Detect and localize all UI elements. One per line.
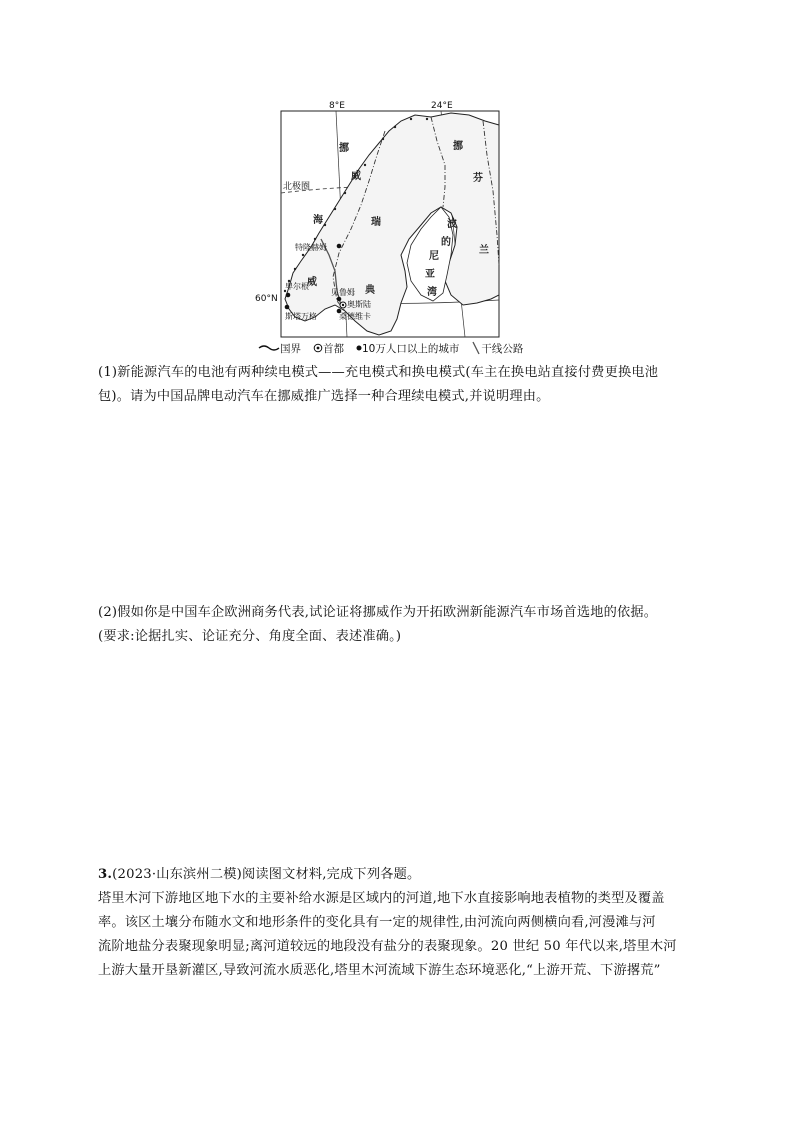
- label-gulf-4: 亚: [425, 269, 435, 280]
- legend-highway-label: 干线公路: [481, 342, 524, 355]
- label-norway-sea: 海: [313, 215, 323, 226]
- legend-highway: [471, 341, 529, 356]
- label-finland-1: 芬: [473, 173, 483, 184]
- lon-label-24e: 24°E: [431, 101, 453, 111]
- label-gulf-1: 波: [447, 219, 457, 230]
- city-dot-bergen: [286, 293, 291, 298]
- question-3-line-1: 塔里木河下游地区地下水的主要补给水源是区域内的河道,地下水直接影响地表植物的类型及覆盖: [98, 891, 665, 906]
- capital-symbol-icon: [313, 343, 323, 353]
- city-label-trondheim: 特隆赫姆: [295, 243, 327, 252]
- city-label-oslo: 奥斯陆: [347, 300, 371, 309]
- legend-border: [258, 341, 307, 356]
- question-3-header-text: (2023·山东滨州二模)阅读图文材料,完成下列各题。: [112, 867, 421, 882]
- label-norway-east: 挪: [453, 141, 463, 152]
- label-gulf-5: 湾: [427, 287, 437, 298]
- label-norway-2: 威: [351, 171, 361, 182]
- city-label-sandvika: 桑德维卡: [339, 312, 371, 321]
- city-label-bergen: 卑尔根: [285, 282, 309, 291]
- city-dot-trondheim: [337, 244, 342, 249]
- highway-line-icon: [471, 341, 481, 355]
- city-dot-stavanger: [285, 305, 290, 310]
- lat-label-60n: 60°N: [255, 294, 278, 304]
- map-legend: [258, 341, 535, 355]
- label-norway-4: 威: [307, 277, 317, 288]
- question-1: [98, 361, 718, 409]
- label-sweden-1: 瑞: [371, 217, 381, 228]
- question-2-line-2: (要求:论据扎实、论证充分、角度全面、表述准确。): [98, 629, 402, 644]
- scandinavia-map: [255, 95, 545, 357]
- arctic-label: 北极圈: [283, 182, 311, 192]
- city-dot-baerum: [337, 297, 342, 302]
- legend-border-label: 国界: [280, 342, 301, 355]
- border-line-icon: [258, 344, 280, 352]
- question-3-line-4: 上游大量开垦新灌区,导致河流水质恶化,塔里木河流域下游生态环境恶化,“上游开荒、下游撂荒”: [98, 963, 661, 978]
- lon-label-8e: 8°E: [329, 101, 345, 111]
- legend-capital: [313, 341, 350, 356]
- question-2-line-1: (2)假如你是中国车企欧洲商务代表,试论证将挪威作为开拓欧洲新能源汽车市场首选地的依据。: [98, 605, 658, 620]
- question-3-header: [98, 863, 718, 887]
- capital-dot-oslo: [342, 304, 344, 306]
- label-finland-2: 兰: [479, 245, 489, 256]
- question-2: [98, 601, 718, 649]
- question-1-line-1: (1)新能源汽车的电池有两种续电模式——充电模式和换电模式(车主在换电站直接付费更换电池: [98, 365, 659, 380]
- label-gulf-3: 尼: [429, 251, 439, 262]
- city-label-baerum: 贝鲁姆: [331, 288, 355, 297]
- question-3-number: 3.: [98, 867, 113, 882]
- label-norway-1: 挪: [339, 143, 349, 154]
- legend-city: [356, 341, 465, 356]
- label-gulf-2: 的: [441, 237, 451, 248]
- label-sweden-2: 典: [365, 285, 375, 296]
- question-3-line-2: 率。该区土壤分布随水文和地形条件的变化具有一定的规律性,由河流向两侧横向看,河漫滩与河: [98, 915, 656, 930]
- legend-capital-label: 首都: [323, 342, 344, 355]
- legend-city-label: 10万人口以上的城市: [362, 342, 460, 355]
- question-3-line-3: 流阶地盐分表聚现象明显;离河道较远的地段没有盐分的表聚现象。20 世纪 50 年代以来,塔里木河: [98, 939, 677, 954]
- question-1-line-2: 包)。请为中国品牌电动汽车在挪威推广选择一种合理续电模式,并说明理由。: [98, 389, 550, 404]
- question-3: [98, 863, 718, 983]
- map-svg: [255, 95, 545, 357]
- city-label-stavanger: 斯塔万格: [285, 312, 317, 321]
